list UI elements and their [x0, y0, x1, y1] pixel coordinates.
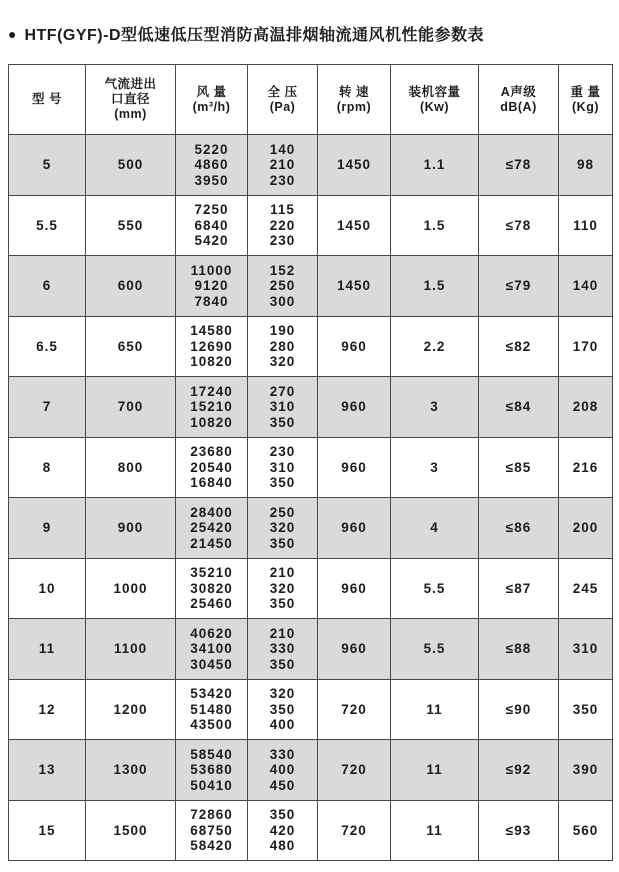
column-header-line: 型 号	[32, 92, 62, 106]
cell-capacity: 1.5	[391, 195, 479, 256]
cell-air_volume-value: 30820	[190, 580, 233, 596]
cell-diameter: 600	[86, 256, 176, 317]
column-header-line: A声级	[500, 84, 537, 99]
column-header-line: (mm)	[114, 107, 147, 121]
cell-weight: 200	[559, 498, 613, 559]
table-row-model-8	[9, 437, 613, 498]
column-header-line: (Kg)	[572, 99, 599, 114]
cell-total_pressure	[248, 800, 318, 861]
cell-total_pressure-value: 250	[269, 504, 296, 520]
cell-total_pressure-value: 115	[270, 202, 295, 217]
cell-total_pressure	[248, 558, 318, 619]
cell-weight: 560	[559, 800, 613, 861]
table-row-model-15	[9, 800, 613, 861]
cell-total_pressure-value: 230	[269, 444, 296, 459]
table-header-row	[9, 65, 613, 135]
cell-model: 5.5	[9, 195, 86, 256]
cell-total_pressure-value: 210	[269, 625, 296, 641]
table-row-model-6	[9, 256, 613, 317]
cell-total_pressure-value: 400	[269, 717, 296, 732]
cell-weight: 140	[559, 256, 613, 317]
cell-air_volume-value: 25460	[190, 596, 233, 611]
table-row-model-5	[9, 135, 613, 196]
cell-sound_level: ≤86	[479, 498, 559, 559]
cell-diameter: 650	[86, 316, 176, 377]
cell-air_volume-value: 5420	[194, 233, 229, 248]
cell-total_pressure-value: 350	[269, 596, 296, 611]
cell-diameter: 1100	[86, 619, 176, 680]
cell-capacity: 11	[391, 740, 479, 801]
cell-model: 8	[9, 437, 86, 498]
cell-air_volume-value: 6840	[194, 217, 229, 233]
cell-total_pressure-value: 320	[269, 520, 296, 535]
column-header-line: dB(A)	[500, 99, 537, 114]
cell-air_volume	[176, 558, 248, 619]
cell-air_volume-value: 51480	[190, 701, 233, 717]
cell-total_pressure-value: 320	[269, 354, 296, 369]
cell-total_pressure-value: 300	[269, 293, 296, 309]
cell-total_pressure-value: 310	[269, 459, 296, 475]
cell-sound_level: ≤92	[479, 740, 559, 801]
cell-total_pressure-value: 330	[269, 746, 296, 762]
cell-total_pressure-value: 230	[269, 172, 296, 188]
column-header-line: (Kw)	[419, 99, 450, 114]
cell-sound_level: ≤82	[479, 316, 559, 377]
cell-air_volume	[176, 498, 248, 559]
cell-total_pressure-value: 320	[269, 580, 296, 596]
cell-total_pressure-value: 152	[269, 262, 296, 278]
cell-total_pressure-value: 350	[269, 414, 296, 430]
cell-weight: 216	[559, 437, 613, 498]
column-header-line: 重 量	[570, 84, 601, 99]
cell-air_volume-value: 9120	[194, 278, 229, 293]
cell-diameter: 1000	[86, 558, 176, 619]
cell-weight: 98	[559, 135, 613, 196]
cell-sound_level: ≤85	[479, 437, 559, 498]
cell-model: 11	[9, 619, 86, 680]
cell-capacity: 2.2	[391, 316, 479, 377]
cell-total_pressure-value: 420	[269, 822, 296, 838]
cell-diameter: 900	[86, 498, 176, 559]
cell-speed: 960	[318, 437, 391, 498]
cell-air_volume-value: 21450	[190, 535, 233, 551]
cell-air_volume-value: 10820	[190, 354, 233, 369]
cell-total_pressure-value: 250	[269, 278, 296, 293]
table-row-model-10	[9, 558, 613, 619]
cell-sound_level: ≤84	[479, 377, 559, 438]
cell-speed: 960	[318, 498, 391, 559]
cell-speed: 720	[318, 679, 391, 740]
cell-speed: 1450	[318, 195, 391, 256]
cell-air_volume-value: 53420	[190, 686, 233, 701]
cell-air_volume-value: 14580	[190, 323, 233, 338]
cell-weight: 350	[559, 679, 613, 740]
table-row-model-13	[9, 740, 613, 801]
cell-model: 10	[9, 558, 86, 619]
cell-total_pressure	[248, 437, 318, 498]
cell-air_volume-value: 20540	[190, 459, 233, 475]
cell-air_volume	[176, 679, 248, 740]
cell-air_volume-value: 50410	[190, 777, 233, 793]
cell-total_pressure-value: 230	[269, 233, 296, 248]
column-header-line: 全 压	[267, 84, 298, 99]
column-header-capacity	[391, 65, 479, 135]
cell-total_pressure-value: 480	[269, 838, 296, 853]
cell-total_pressure-value: 210	[269, 565, 296, 580]
column-header-line: 气流进出	[104, 77, 157, 91]
cell-weight: 310	[559, 619, 613, 680]
bullet-icon: ●	[8, 25, 17, 42]
cell-sound_level: ≤78	[479, 135, 559, 196]
cell-air_volume-value: 23680	[190, 444, 233, 459]
cell-air_volume	[176, 800, 248, 861]
cell-model: 12	[9, 679, 86, 740]
cell-model: 9	[9, 498, 86, 559]
cell-sound_level: ≤78	[479, 195, 559, 256]
cell-air_volume-value: 58540	[190, 746, 233, 762]
column-header-line: 风 量	[196, 84, 227, 99]
cell-total_pressure-value: 220	[269, 217, 296, 233]
cell-speed: 720	[318, 800, 391, 861]
cell-model: 5	[9, 135, 86, 196]
cell-speed: 720	[318, 740, 391, 801]
cell-total_pressure	[248, 619, 318, 680]
cell-total_pressure-value: 350	[269, 807, 296, 822]
column-header-line: 转 速	[339, 84, 369, 99]
table-row-model-5.5	[9, 195, 613, 256]
cell-total_pressure-value: 280	[269, 338, 296, 354]
cell-speed: 960	[318, 619, 391, 680]
column-header-speed	[318, 65, 391, 135]
fan-performance-table	[8, 64, 613, 861]
table-row-model-9	[9, 498, 613, 559]
cell-total_pressure	[248, 316, 318, 377]
cell-weight: 170	[559, 316, 613, 377]
cell-capacity: 5.5	[391, 619, 479, 680]
cell-sound_level: ≤93	[479, 800, 559, 861]
cell-capacity: 1.5	[391, 256, 479, 317]
cell-weight: 208	[559, 377, 613, 438]
cell-capacity: 1.1	[391, 135, 479, 196]
column-header-model	[9, 65, 86, 135]
page-title-text: HTF(GYF)-D型低速低压型消防高温排烟轴流通风机性能参数表	[24, 27, 485, 44]
column-header-air_volume	[176, 65, 248, 135]
cell-air_volume	[176, 740, 248, 801]
cell-total_pressure	[248, 740, 318, 801]
cell-total_pressure-value: 330	[269, 641, 296, 656]
cell-capacity: 5.5	[391, 558, 479, 619]
cell-weight: 245	[559, 558, 613, 619]
cell-air_volume-value: 12690	[190, 338, 233, 354]
cell-diameter: 500	[86, 135, 176, 196]
cell-sound_level: ≤90	[479, 679, 559, 740]
cell-model: 7	[9, 377, 86, 438]
cell-capacity: 11	[391, 679, 479, 740]
column-header-line: (rpm)	[336, 99, 372, 114]
column-header-line: 口直径	[110, 92, 150, 106]
table-row-model-12	[9, 679, 613, 740]
column-header-line: 装机容量	[408, 84, 461, 99]
cell-total_pressure-value: 270	[269, 383, 296, 399]
cell-diameter: 1300	[86, 740, 176, 801]
column-header-total_pressure	[248, 65, 318, 135]
cell-diameter: 550	[86, 195, 176, 256]
cell-capacity: 4	[391, 498, 479, 559]
cell-total_pressure	[248, 195, 318, 256]
cell-air_volume-value: 7250	[194, 202, 229, 217]
cell-total_pressure	[248, 377, 318, 438]
cell-total_pressure-value: 310	[269, 399, 296, 414]
cell-diameter: 800	[86, 437, 176, 498]
table-row-model-11	[9, 619, 613, 680]
cell-total_pressure-value: 350	[269, 701, 296, 717]
cell-diameter: 1200	[86, 679, 176, 740]
cell-model: 6	[9, 256, 86, 317]
cell-speed: 1450	[318, 135, 391, 196]
cell-air_volume-value: 68750	[190, 822, 233, 838]
cell-air_volume-value: 25420	[190, 520, 233, 535]
column-header-line: (m³/h)	[192, 99, 231, 114]
column-header-sound_level	[479, 65, 559, 135]
cell-total_pressure	[248, 498, 318, 559]
cell-total_pressure-value: 350	[269, 475, 296, 490]
column-header-line: (Pa)	[269, 99, 296, 114]
table-body	[9, 135, 613, 861]
cell-air_volume-value: 7840	[194, 293, 229, 309]
cell-air_volume-value: 5220	[194, 141, 229, 157]
cell-speed: 960	[318, 316, 391, 377]
cell-air_volume-value: 30450	[190, 656, 233, 672]
cell-speed: 960	[318, 558, 391, 619]
cell-air_volume-value: 34100	[190, 641, 233, 656]
cell-air_volume-value: 72860	[190, 807, 233, 822]
cell-model: 13	[9, 740, 86, 801]
cell-air_volume-value: 17240	[190, 383, 233, 399]
cell-air_volume-value: 10820	[190, 414, 233, 430]
cell-total_pressure-value: 140	[269, 141, 296, 157]
cell-sound_level: ≤79	[479, 256, 559, 317]
cell-diameter: 700	[86, 377, 176, 438]
cell-air_volume-value: 3950	[194, 172, 229, 188]
cell-capacity: 3	[391, 437, 479, 498]
cell-air_volume	[176, 377, 248, 438]
cell-air_volume-value: 16840	[190, 475, 233, 490]
cell-diameter: 1500	[86, 800, 176, 861]
table-row-model-6.5	[9, 316, 613, 377]
cell-total_pressure-value: 320	[269, 686, 296, 701]
cell-total_pressure-value: 190	[269, 323, 296, 338]
cell-sound_level: ≤87	[479, 558, 559, 619]
cell-air_volume-value: 40620	[190, 625, 233, 641]
cell-air_volume	[176, 619, 248, 680]
cell-model: 6.5	[9, 316, 86, 377]
cell-air_volume-value: 28400	[190, 504, 233, 520]
cell-total_pressure-value: 350	[269, 535, 296, 551]
page-title	[8, 22, 484, 45]
cell-weight: 390	[559, 740, 613, 801]
column-header-weight	[559, 65, 613, 135]
cell-model: 15	[9, 800, 86, 861]
cell-air_volume	[176, 437, 248, 498]
cell-air_volume-value: 58420	[190, 838, 233, 853]
cell-weight: 110	[559, 195, 613, 256]
column-header-diameter	[86, 65, 176, 135]
cell-air_volume-value: 53680	[190, 762, 233, 777]
cell-air_volume-value: 43500	[190, 717, 233, 732]
table-row-model-7	[9, 377, 613, 438]
cell-total_pressure-value: 210	[269, 157, 296, 172]
cell-total_pressure	[248, 256, 318, 317]
cell-air_volume-value: 35210	[190, 565, 233, 580]
cell-total_pressure-value: 450	[269, 777, 296, 793]
cell-air_volume	[176, 256, 248, 317]
cell-capacity: 11	[391, 800, 479, 861]
cell-speed: 960	[318, 377, 391, 438]
cell-total_pressure	[248, 135, 318, 196]
cell-total_pressure-value: 350	[269, 656, 296, 672]
cell-total_pressure	[248, 679, 318, 740]
table-header	[9, 65, 613, 135]
cell-air_volume	[176, 195, 248, 256]
cell-air_volume-value: 15210	[190, 399, 233, 414]
cell-capacity: 3	[391, 377, 479, 438]
cell-air_volume-value: 11000	[190, 262, 233, 278]
cell-air_volume	[176, 135, 248, 196]
cell-total_pressure-value: 400	[269, 762, 296, 777]
cell-speed: 1450	[318, 256, 391, 317]
cell-air_volume-value: 4860	[194, 157, 229, 172]
cell-air_volume	[176, 316, 248, 377]
cell-sound_level: ≤88	[479, 619, 559, 680]
